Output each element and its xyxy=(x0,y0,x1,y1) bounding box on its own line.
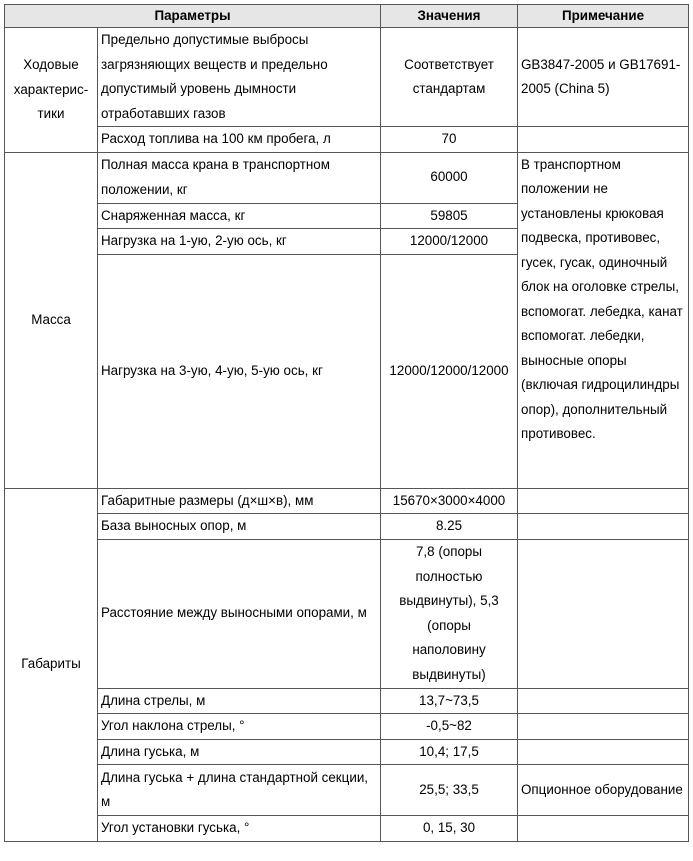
param-cell: Нагрузка на 3-ую, 4-ую, 5-ую ось, кг xyxy=(98,254,381,488)
note-cell xyxy=(518,714,689,740)
header-values: Значения xyxy=(381,5,518,28)
header-row xyxy=(5,5,689,28)
param-cell: База выносных опор, м xyxy=(98,514,381,540)
value-cell: 60000 xyxy=(381,152,518,203)
param-cell: Габаритные размеры (д×ш×в), мм xyxy=(98,488,381,514)
value-cell: Соответствует стандартам xyxy=(381,28,518,127)
table-row xyxy=(5,514,689,540)
note-cell xyxy=(518,488,689,514)
value-cell: 12000/12000/12000 xyxy=(381,254,518,488)
table-row xyxy=(5,765,689,816)
value-cell: 12000/12000 xyxy=(381,229,518,255)
spec-table xyxy=(4,4,689,842)
table-row xyxy=(5,152,689,203)
param-cell: Расход топлива на 100 км пробега, л xyxy=(98,127,381,153)
value-cell: 25,5; 33,5 xyxy=(381,765,518,816)
param-cell: Длина гуська, м xyxy=(98,739,381,765)
table-row xyxy=(5,688,689,714)
table-row xyxy=(5,714,689,740)
table-row xyxy=(5,539,689,688)
table-row xyxy=(5,816,689,842)
value-cell: 13,7~73,5 xyxy=(381,688,518,714)
value-cell: 70 xyxy=(381,127,518,153)
param-cell: Снаряженная масса, кг xyxy=(98,203,381,229)
table-row xyxy=(5,28,689,127)
value-cell: 8.25 xyxy=(381,514,518,540)
param-cell: Расстояние между выносными опорами, м xyxy=(98,539,381,688)
note-cell xyxy=(518,688,689,714)
mass-note-cell: В транспортном положении не установлены крюковая подвеска, противовес, гусек, гусак, одиночный блок на оголовке стрелы, вспомогат. лебедка, канат вспомогат. лебедки, выносные опоры (включая гидроцилиндры опор), дополнительный противовес. xyxy=(518,152,689,488)
param-cell: Длина гуська + длина стандартной секции, м xyxy=(98,765,381,816)
param-cell: Нагрузка на 1-ую, 2-ую ось, кг xyxy=(98,229,381,255)
note-cell xyxy=(518,127,689,153)
value-cell: 0, 15, 30 xyxy=(381,816,518,842)
value-cell: -0,5~82 xyxy=(381,714,518,740)
note-cell xyxy=(518,514,689,540)
note-cell: Опционное оборудование xyxy=(518,765,689,816)
header-notes: Примечание xyxy=(518,5,689,28)
value-cell: 15670×3000×4000 xyxy=(381,488,518,514)
param-cell: Предельно допустимые выбросы загрязняющих веществ и предельно допустимый уровень дымности отработавших газов xyxy=(98,28,381,127)
value-cell: 7,8 (опоры полностью выдвинуты), 5,3 (опоры наполовину выдвинуты) xyxy=(381,539,518,688)
value-cell: 10,4; 17,5 xyxy=(381,739,518,765)
table-row xyxy=(5,488,689,514)
param-cell: Угол наклона стрелы, ° xyxy=(98,714,381,740)
group-driving: Ходовые характерис-тики xyxy=(5,28,98,153)
group-mass: Масса xyxy=(5,152,98,488)
param-cell: Угол установки гуська, ° xyxy=(98,816,381,842)
note-cell xyxy=(518,816,689,842)
group-dims: Габариты xyxy=(5,488,98,841)
table-row xyxy=(5,127,689,153)
note-cell: GB3847-2005 и GB17691-2005 (China 5) xyxy=(518,28,689,127)
param-cell: Полная масса крана в транспортном положении, кг xyxy=(98,152,381,203)
param-cell: Длина стрелы, м xyxy=(98,688,381,714)
note-cell xyxy=(518,539,689,688)
table-row xyxy=(5,739,689,765)
header-params: Параметры xyxy=(5,5,381,28)
note-cell xyxy=(518,739,689,765)
value-cell: 59805 xyxy=(381,203,518,229)
